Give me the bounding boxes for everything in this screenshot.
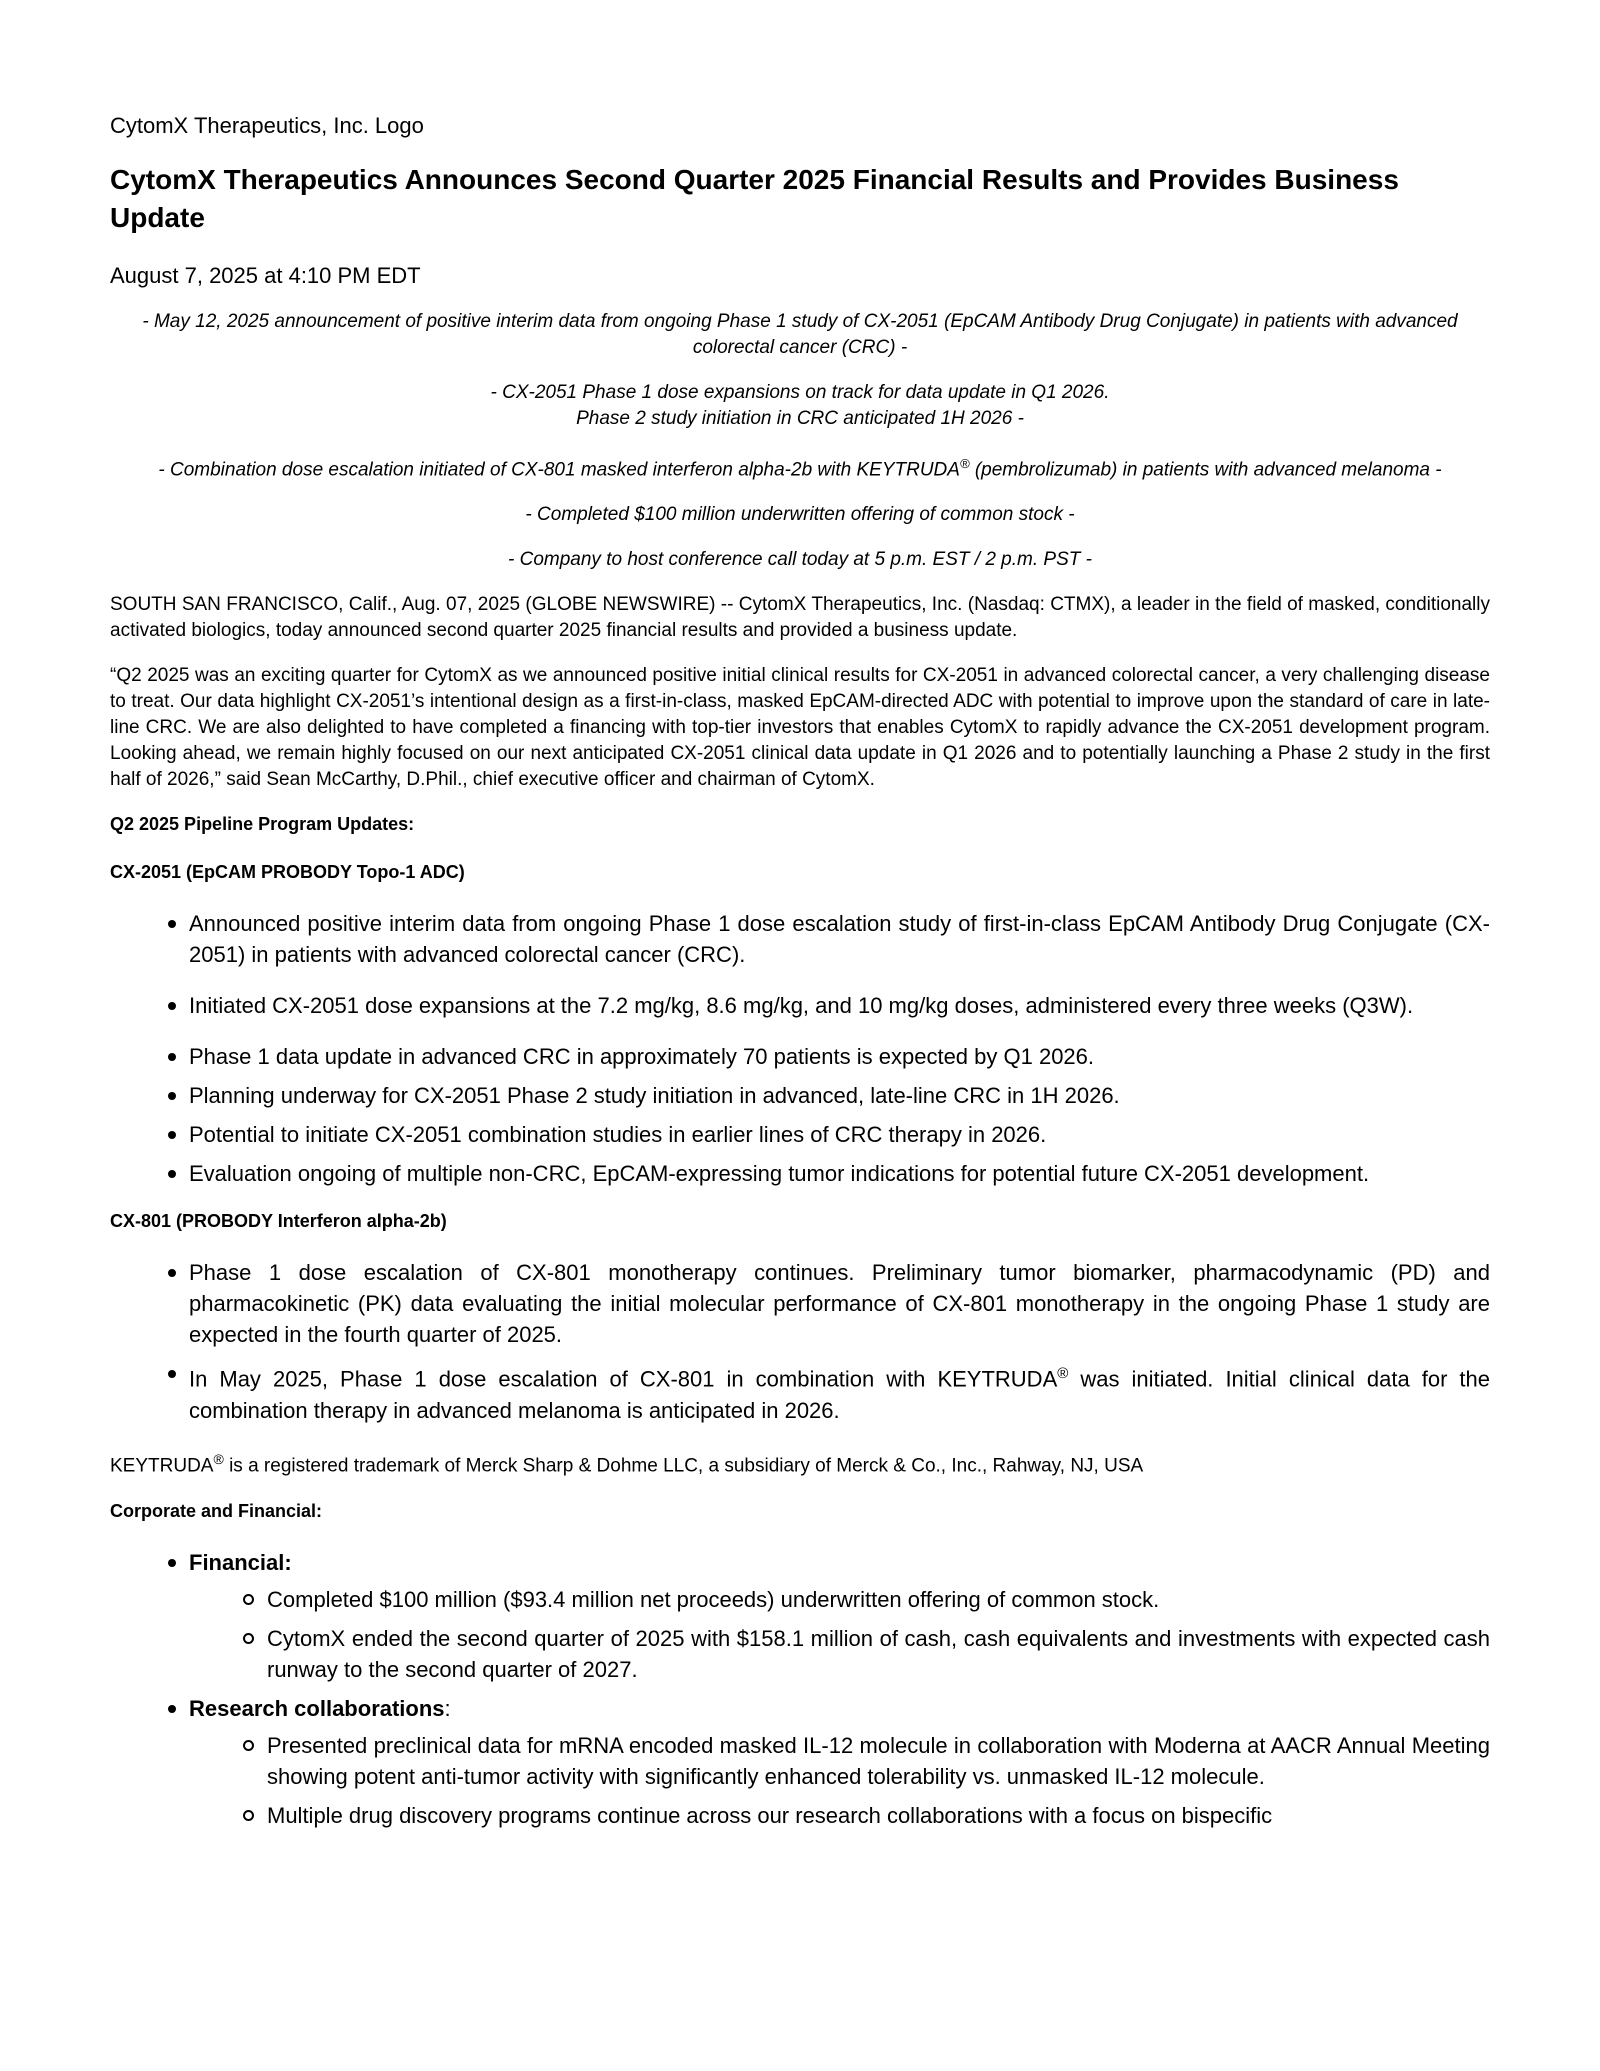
- circle-bullet-icon: [243, 1810, 254, 1821]
- circle-bullet-icon: [243, 1633, 254, 1644]
- company-logo: CytomX Therapeutics, Inc. Logo: [110, 113, 424, 138]
- bullet-icon: [168, 920, 176, 928]
- list-item-text: Potential to initiate CX-2051 combination studies in earlier lines of CRC therapy in 2026.: [189, 1122, 1047, 1148]
- intro-paragraph: SOUTH SAN FRANCISCO, Calif., Aug. 07, 2025 (GLOBE NEWSWIRE) -- CytomX Therapeutics, Inc. (Nasdaq: CTMX), a leader in the field of masked, conditionally activated biologics, today announced second quarter 2025 financial results and provided a business update.: [110, 594, 1490, 642]
- cx2051-list: [110, 908, 1490, 1189]
- list-item-text: Initiated CX-2051 dose expansions at the 7.2 mg/kg, 8.6 mg/kg, and 10 mg/kg doses, administered every three weeks (Q3W).: [189, 993, 1414, 1019]
- list-item: [165, 1119, 1490, 1150]
- sub-list-item-text: Multiple drug discovery programs continue across our research collaborations with a focus on bispecific: [267, 1802, 1273, 1828]
- highlight-2-line-1: - CX-2051 Phase 1 dose expansions on track for data update in Q1 2026.: [490, 382, 1110, 403]
- registered-mark: ®: [1057, 1365, 1069, 1383]
- research-label: Research collaborations: [189, 1695, 445, 1721]
- sub-list-item-text: Presented preclinical data for mRNA encoded masked IL-12 molecule in collaboration with Moderna at AACR Annual Meeting showing potent anti-tumor activity with significantly enhanced tolerability vs. unmasked IL-12 molecule.: [267, 1732, 1490, 1789]
- cx801-list: [110, 1257, 1490, 1425]
- highlight-2-line-2: Phase 2 study initiation in CRC anticipated 1H 2026 -: [576, 408, 1024, 429]
- list-item-text: In May 2025, Phase 1 dose escalation of CX-801 in combination with KEYTRUDA: [189, 1366, 1058, 1392]
- list-item-text: Planning underway for CX-2051 Phase 2 study initiation in advanced, late-line CRC in 1H 2026.: [189, 1083, 1120, 1109]
- highlight-4: - Completed $100 million underwritten offering of common stock -: [525, 504, 1075, 526]
- list-item: [165, 1158, 1490, 1189]
- bullet-icon: [168, 1370, 176, 1378]
- registered-mark: ®: [213, 1450, 224, 1467]
- sub-list-item-text: CytomX ended the second quarter of 2025 with $158.1 million of cash, cash equivalents and investments with expected cash runway to the second quarter of 2027.: [267, 1625, 1490, 1682]
- list-item-text-end: was initiated. Initial clinical data for the combination therapy in advanced melanoma is anticipated in 2026.: [189, 1366, 1490, 1423]
- trademark-notice: [110, 1446, 1490, 1479]
- highlight-5: - Company to host conference call today at 5 p.m. EST / 2 p.m. PST -: [508, 549, 1092, 571]
- circle-bullet-icon: [243, 1740, 254, 1751]
- highlight-3: [110, 451, 1490, 483]
- sub-list-item-text: Completed $100 million ($93.4 million net proceeds) underwritten offering of common stock.: [267, 1586, 1160, 1612]
- research-sublist: [189, 1730, 1490, 1831]
- corporate-list: [110, 1547, 1490, 1831]
- financial-sublist: [189, 1584, 1490, 1685]
- trademark-name: KEYTRUDA: [110, 1454, 214, 1476]
- bullet-icon: [168, 1170, 176, 1178]
- sub-list-item: [243, 1623, 1490, 1685]
- financial-label: Financial:: [189, 1549, 292, 1575]
- list-item: [165, 1257, 1490, 1350]
- list-item-financial: [165, 1547, 1490, 1685]
- highlight-1: - May 12, 2025 announcement of positive interim data from ongoing Phase 1 study of CX-2051 (EpCAM Antibody Drug Conjugate) in patients with advanced colorectal cancer (CRC) -: [142, 311, 1458, 358]
- press-release: [110, 113, 1490, 1851]
- bullet-icon: [168, 1269, 176, 1277]
- corporate-heading: Corporate and Financial:: [110, 1500, 323, 1521]
- list-item-research: [165, 1693, 1490, 1831]
- bullet-icon: [168, 1002, 176, 1010]
- highlight-3-text-end: (pembrolizumab) in patients with advanced melanoma -: [969, 459, 1442, 481]
- highlight-3-text: - Combination dose escalation initiated of CX-801 masked interferon alpha-2b with KEYTRUDA: [158, 459, 960, 481]
- highlight-2: [110, 380, 1490, 432]
- pipeline-heading: Q2 2025 Pipeline Program Updates:: [110, 814, 415, 835]
- bullet-icon: [168, 1092, 176, 1100]
- sub-list-item: [243, 1730, 1490, 1792]
- cx801-heading: CX-801 (PROBODY Interferon alpha-2b): [110, 1211, 447, 1232]
- trademark-text: is a registered trademark of Merck Sharp & Dohme LLC, a subsidiary of Merck & Co., Inc., Rahway, NJ, USA: [223, 1454, 1144, 1476]
- ceo-quote: “Q2 2025 was an exciting quarter for CytomX as we announced positive initial clinical results for CX-2051 in advanced colorectal cancer, a very challenging disease to treat. Our data highlight CX-2051’s intentional design as a first-in-class, masked EpCAM-directed ADC with potential to improve upon the standard of care in late-line CRC. We are also delighted to have completed a financing with top-tier investors that enables CytomX to rapidly advance the CX-2051 development program. Looking ahead, we remain highly focused on our next anticipated CX-2051 clinical data update in Q1 2026 and to potentially launching a Phase 2 study in the first half of 2026,” said Sean McCarthy, D.Phil., chief executive officer and chairman of CytomX.: [110, 665, 1490, 791]
- list-item-text: Phase 1 data update in advanced CRC in approximately 70 patients is expected by Q1 2026.: [189, 1044, 1095, 1070]
- bullet-icon: [168, 1131, 176, 1139]
- list-item: [165, 908, 1490, 970]
- bullet-icon: [168, 1559, 176, 1567]
- list-item-text: Evaluation ongoing of multiple non-CRC, EpCAM-expressing tumor indications for potential future CX-2051 development.: [189, 1161, 1370, 1187]
- list-item: [165, 990, 1490, 1021]
- bullet-icon: [168, 1705, 176, 1713]
- cx2051-heading: CX-2051 (EpCAM PROBODY Topo-1 ADC): [110, 862, 465, 883]
- list-item: [165, 1358, 1490, 1425]
- list-item-text: Phase 1 dose escalation of CX-801 monotherapy continues. Preliminary tumor biomarker, pharmacodynamic (PD) and pharmacokinetic (PK) data evaluating the initial molecular performance of CX-801 monotherapy in the ongoing Phase 1 study are expected in the fourth quarter of 2025.: [189, 1260, 1490, 1348]
- dateline: August 7, 2025 at 4:10 PM EDT: [110, 263, 421, 288]
- list-item: [165, 1041, 1490, 1072]
- sub-list-item: [243, 1800, 1490, 1831]
- bullet-icon: [168, 1053, 176, 1061]
- sub-list-item: [243, 1584, 1490, 1615]
- circle-bullet-icon: [243, 1594, 254, 1605]
- research-colon: :: [444, 1695, 451, 1721]
- headline: CytomX Therapeutics Announces Second Quarter 2025 Financial Results and Provides Business Update: [110, 164, 1399, 233]
- list-item-text: Announced positive interim data from ongoing Phase 1 dose escalation study of first-in-class EpCAM Antibody Drug Conjugate (CX-2051) in patients with advanced colorectal cancer (CRC).: [189, 911, 1490, 968]
- list-item: [165, 1080, 1490, 1111]
- registered-mark: ®: [959, 456, 970, 471]
